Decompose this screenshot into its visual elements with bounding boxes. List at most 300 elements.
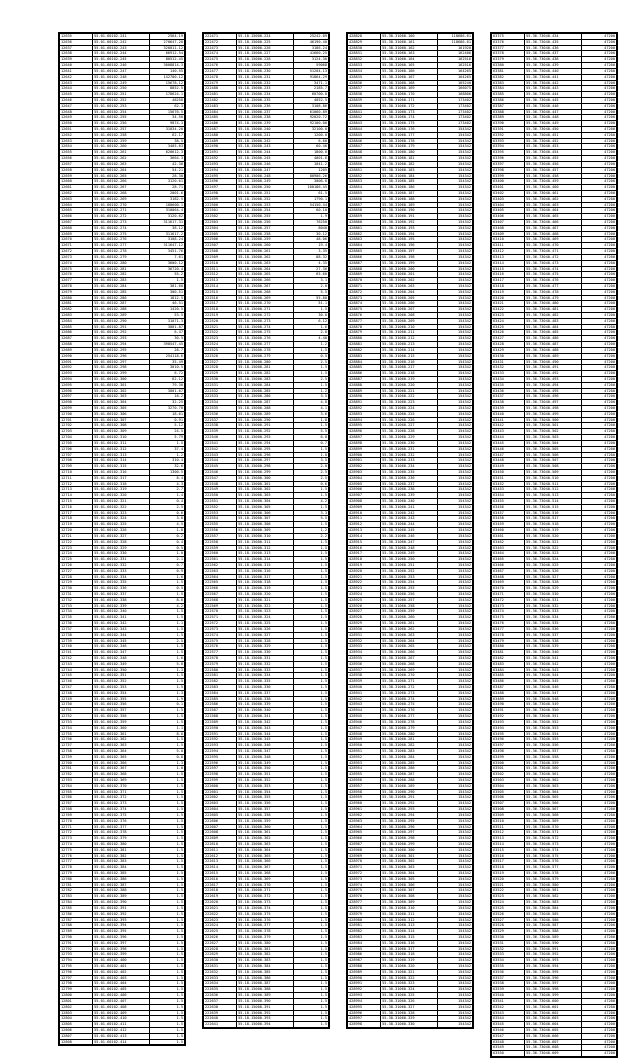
row-value: 1.5 (293, 824, 328, 830)
row-value: 154342 (437, 464, 472, 470)
row-id: 222597 (204, 766, 237, 772)
row-code: 55.01.60102.333 (93, 568, 149, 574)
row-value: 1.5 (149, 917, 184, 923)
row-id: 222506 (204, 237, 237, 243)
row-value: 6.12 (293, 318, 328, 324)
row-value: 1.5 (293, 1022, 328, 1028)
row-code: 55.01.60102.316 (93, 469, 149, 475)
row-value: 47200 (581, 394, 616, 400)
row-code: 55.38.31060.184 (381, 173, 437, 179)
row-id: 222629 (204, 952, 237, 958)
row-value: 1.5 (293, 708, 328, 714)
row-id: 222475 (204, 57, 237, 63)
row-id: 12708 (60, 458, 93, 464)
row-id: 222498 (204, 190, 237, 196)
row-id: 428895 (348, 423, 381, 429)
row-code: 55.18.15000.301 (237, 481, 293, 487)
row-code: 55.36.73040.505 (525, 446, 581, 452)
row-code: 55.38.31060.209 (381, 318, 437, 324)
row-value: 154342 (437, 964, 472, 970)
row-id: 12725 (60, 557, 93, 563)
row-id: 12714 (60, 493, 93, 499)
row-code: 55.38.31060.222 (381, 394, 437, 400)
row-code: 55.18.15000.335 (237, 679, 293, 685)
row-code: 55.01.60102.355 (93, 696, 149, 702)
row-code: 55.01.60102.319 (93, 487, 149, 493)
row-id: 12792 (60, 946, 93, 952)
row-id: 222508 (204, 249, 237, 255)
row-value: 1300.5 (149, 469, 184, 475)
row-code: 55.01.60102.349 (93, 661, 149, 667)
row-value: 47200 (581, 638, 616, 644)
row-code: 55.38.31060.213 (381, 342, 437, 348)
row-code: 55.18.15000.239 (237, 121, 293, 127)
row-id: 63381 (492, 68, 525, 74)
row-id: 12698 (60, 400, 93, 406)
row-id: 222522 (204, 330, 237, 336)
row-code: 55.18.15000.270 (237, 301, 293, 307)
row-id: 428983 (348, 934, 381, 940)
row-id: 428935 (348, 655, 381, 661)
row-value: 59068 (293, 63, 328, 69)
row-value: 1.5 (149, 1010, 184, 1016)
row-id: 428997 (348, 1016, 381, 1022)
row-id: 428980 (348, 917, 381, 923)
row-value: 47200 (581, 406, 616, 412)
row-id: 428889 (348, 388, 381, 394)
row-id: 222638 (204, 1004, 237, 1010)
row-value: 1.3 (149, 667, 184, 673)
row-id: 12756 (60, 737, 93, 743)
row-id: 12762 (60, 772, 93, 778)
row-id: 63390 (492, 121, 525, 127)
row-value: 47200 (581, 307, 616, 313)
data-table (491, 33, 617, 1057)
table-body (204, 34, 329, 1028)
row-id: 222521 (204, 324, 237, 330)
row-code: 55.38.31060.268 (381, 661, 437, 667)
row-value: 47200 (581, 737, 616, 743)
row-code: 55.38.31060.168 (381, 80, 437, 86)
row-code: 55.01.60102.264 (93, 167, 149, 173)
row-value: 1.5 (293, 592, 328, 598)
row-value: 1.5 (293, 638, 328, 644)
row-value: 47200 (581, 51, 616, 57)
row-value: 47200 (581, 661, 616, 667)
row-code: 55.01.60102.282 (93, 272, 149, 278)
row-value: 47200 (581, 574, 616, 580)
row-code: 55.36.73040.471 (525, 249, 581, 255)
row-value: 154342 (437, 435, 472, 441)
row-id: 222606 (204, 818, 237, 824)
row-value: 1.5 (293, 993, 328, 999)
row-code: 55.18.15000.392 (237, 1010, 293, 1016)
row-code: 55.38.31060.247 (381, 539, 437, 545)
row-value: 154342 (437, 783, 472, 789)
row-id: 63431 (492, 359, 525, 365)
row-value: 1.5 (293, 975, 328, 981)
row-code: 55.36.73040.499 (525, 411, 581, 417)
row-value: 1.5 (149, 871, 184, 877)
row-value: 1.5 (293, 545, 328, 551)
row-id: 222607 (204, 824, 237, 830)
row-value: 62.12 (149, 376, 184, 382)
row-value: 47200 (581, 528, 616, 534)
row-id: 63509 (492, 812, 525, 818)
row-id: 428937 (348, 667, 381, 673)
row-value: 65.60 (293, 272, 328, 278)
row-value: 1.5 (149, 708, 184, 714)
row-code: 55.38.31060.246 (381, 533, 437, 539)
row-value: 154342 (437, 1022, 472, 1028)
row-value: 154342 (437, 528, 472, 534)
row-code: 55.18.15000.249 (237, 179, 293, 185)
row-id: 222566 (204, 586, 237, 592)
row-id: 428954 (348, 766, 381, 772)
row-code: 55.38.31060.161 (381, 39, 437, 45)
row-code: 55.18.15000.367 (237, 865, 293, 871)
row-id: 12757 (60, 743, 93, 749)
row-code: 55.18.15000.324 (237, 615, 293, 621)
row-value: 4.1 (293, 406, 328, 412)
row-value: 47200 (581, 481, 616, 487)
row-id: 12645 (60, 92, 93, 98)
row-id: 428836 (348, 80, 381, 86)
row-code: 55.18.15000.384 (237, 964, 293, 970)
row-code: 55.36.73040.524 (525, 557, 581, 563)
row-id: 428926 (348, 603, 381, 609)
row-value: 154342 (437, 574, 472, 580)
row-id: 12786 (60, 911, 93, 917)
row-value: 47200 (581, 185, 616, 191)
row-value: 173402 (437, 109, 472, 115)
row-value: 47200 (581, 778, 616, 784)
row-code: 55.01.60102.318 (93, 481, 149, 487)
row-code: 55.01.60102.353 (93, 685, 149, 691)
row-code: 55.01.60102.306 (93, 411, 149, 417)
row-value: 1.5 (293, 446, 328, 452)
row-code: 55.36.73040.498 (525, 406, 581, 412)
row-id: 222479 (204, 80, 237, 86)
row-code: 55.18.15000.260 (237, 243, 293, 249)
row-id: 12654 (60, 144, 93, 150)
row-value: 47200 (581, 830, 616, 836)
row-code: 55.18.15000.381 (237, 946, 293, 952)
row-id: 63409 (492, 231, 525, 237)
row-value: 47200 (581, 132, 616, 138)
row-id: 428943 (348, 702, 381, 708)
row-code: 55.01.60102.258 (93, 132, 149, 138)
row-id: 12666 (60, 214, 93, 220)
row-code: 55.38.31060.289 (381, 783, 437, 789)
row-code: 55.18.15000.312 (237, 545, 293, 551)
row-value: 142700.12 (149, 74, 184, 80)
row-id: 12790 (60, 934, 93, 940)
row-value: 61060.89 (293, 109, 328, 115)
row-code: 55.18.15000.302 (237, 487, 293, 493)
row-code: 55.18.15000.310 (237, 533, 293, 539)
row-value: 173402 (437, 97, 472, 103)
row-value: 154342 (437, 266, 472, 272)
row-code: 55.36.73040.608 (525, 1045, 581, 1051)
row-value: 1.5 (149, 905, 184, 911)
row-code: 55.01.60102.385 (93, 871, 149, 877)
row-id: 12721 (60, 533, 93, 539)
row-code: 55.18.15000.375 (237, 911, 293, 917)
row-id: 63401 (492, 185, 525, 191)
row-id: 63432 (492, 365, 525, 371)
row-value: 8.4 (149, 475, 184, 481)
row-value: 4.35 (293, 260, 328, 266)
row-code: 55.18.15000.224 (237, 34, 293, 40)
row-id: 12672 (60, 249, 93, 255)
row-code: 55.36.73040.567 (525, 807, 581, 813)
row-code: 55.36.73040.483 (525, 318, 581, 324)
row-value: 2.2 (293, 533, 328, 539)
row-value: 47200 (581, 138, 616, 144)
row-code: 55.01.60102.292 (93, 330, 149, 336)
row-value: 4.2 (149, 603, 184, 609)
row-value: 1.5 (293, 493, 328, 499)
row-value: 4.2 (293, 499, 328, 505)
row-value: 3.6 (293, 411, 328, 417)
row-code: 55.36.73040.595 (525, 969, 581, 975)
row-id: 428831 (348, 51, 381, 57)
row-code: 55.36.73040.437 (525, 51, 581, 57)
row-code: 55.36.73040.462 (525, 196, 581, 202)
row-code: 55.38.31060.330 (381, 1022, 437, 1028)
row-code: 55.18.15000.323 (237, 609, 293, 615)
row-code: 55.18.15000.314 (237, 557, 293, 563)
row-value: 47200 (581, 115, 616, 121)
row-value: 1.5 (293, 853, 328, 859)
row-code: 55.01.60102.382 (93, 853, 149, 859)
row-value: 154342 (437, 516, 472, 522)
row-value: 3270.70 (149, 406, 184, 412)
row-code: 55.18.15000.378 (237, 929, 293, 935)
row-code: 55.36.73040.460 (525, 185, 581, 191)
row-id: 63455 (492, 499, 525, 505)
row-id: 63386 (492, 97, 525, 103)
row-code: 55.36.73040.601 (525, 1004, 581, 1010)
row-code: 55.38.31060.188 (381, 196, 437, 202)
row-code: 55.18.15000.251 (237, 190, 293, 196)
row-code: 55.01.60102.307 (93, 417, 149, 423)
row-id: 63498 (492, 748, 525, 754)
row-code: 55.18.15000.317 (237, 574, 293, 580)
row-code: 55.36.73040.502 (525, 429, 581, 435)
row-value: 3182.5 (149, 196, 184, 202)
row-id: 63403 (492, 196, 525, 202)
row-id: 428861 (348, 225, 381, 231)
row-code: 55.38.31060.226 (381, 417, 437, 423)
row-code: 55.18.15000.238 (237, 115, 293, 121)
row-code: 55.18.15000.264 (237, 266, 293, 272)
row-value: 1.5 (149, 807, 184, 813)
row-code: 55.18.15000.345 (237, 737, 293, 743)
row-id: 12800 (60, 993, 93, 999)
row-code: 55.38.31060.284 (381, 754, 437, 760)
row-code: 55.36.73040.504 (525, 440, 581, 446)
row-id: 63490 (492, 702, 525, 708)
row-value: 5.5 (293, 429, 328, 435)
table-row (348, 1022, 473, 1028)
row-value: 1.5 (293, 911, 328, 917)
row-code: 55.36.73040.447 (525, 109, 581, 115)
row-code: 55.01.60102.375 (93, 812, 149, 818)
row-value: 1.9 (293, 214, 328, 220)
row-code: 55.01.60102.320 (93, 493, 149, 499)
row-value: 3.35 (293, 249, 328, 255)
row-code: 55.38.31060.231 (381, 446, 437, 452)
row-code: 55.36.73040.496 (525, 394, 581, 400)
row-value: 1.5 (149, 929, 184, 935)
row-value: 1.5 (149, 900, 184, 906)
row-code: 55.38.31060.326 (381, 998, 437, 1004)
row-value: 1.2 (293, 342, 328, 348)
row-code: 55.01.60102.405 (93, 987, 149, 993)
row-code: 55.36.73040.469 (525, 237, 581, 243)
row-code: 55.18.15000.253 (237, 202, 293, 208)
row-id: 428853 (348, 179, 381, 185)
row-id: 12661 (60, 185, 93, 191)
row-value: 154342 (437, 179, 472, 185)
row-value: 1.3 (149, 690, 184, 696)
row-id: 428844 (348, 127, 381, 133)
row-id: 222489 (204, 138, 237, 144)
row-value: 1.5 (293, 667, 328, 673)
row-code: 55.01.60102.273 (93, 220, 149, 226)
row-code: 55.18.15000.263 (237, 260, 293, 266)
row-id: 63492 (492, 714, 525, 720)
row-id: 222552 (204, 504, 237, 510)
row-id: 63521 (492, 882, 525, 888)
row-code: 55.18.15000.256 (237, 220, 293, 226)
row-value: 46.51 (149, 301, 184, 307)
row-id: 63515 (492, 847, 525, 853)
row-value: 32.6 (149, 464, 184, 470)
row-id: 222478 (204, 74, 237, 80)
row-id: 12780 (60, 876, 93, 882)
row-id: 63464 (492, 551, 525, 557)
row-code: 55.36.73040.503 (525, 435, 581, 441)
row-code: 55.38.31060.260 (381, 615, 437, 621)
row-id: 63457 (492, 510, 525, 516)
row-value: 47200 (581, 301, 616, 307)
row-id: 63385 (492, 92, 525, 98)
row-code: 55.36.73040.563 (525, 783, 581, 789)
row-code: 55.36.73040.573 (525, 841, 581, 847)
row-code: 55.01.60102.371 (93, 789, 149, 795)
row-id: 63487 (492, 685, 525, 691)
row-value: 1.5 (293, 731, 328, 737)
row-value: 47200 (581, 313, 616, 319)
row-id: 222532 (204, 388, 237, 394)
row-code: 55.18.15000.285 (237, 388, 293, 394)
row-id: 12733 (60, 603, 93, 609)
row-code: 55.38.31060.304 (381, 871, 437, 877)
row-value: 154342 (437, 876, 472, 882)
row-id: 63419 (492, 289, 525, 295)
row-id: 428915 (348, 539, 381, 545)
row-code: 55.38.31060.189 (381, 202, 437, 208)
table-block-3 (346, 32, 474, 1029)
row-code: 55.36.73040.572 (525, 836, 581, 842)
row-value: 1.5 (293, 423, 328, 429)
row-code: 55.01.60102.297 (93, 359, 149, 365)
row-value: 80986.26 (293, 173, 328, 179)
row-code: 55.18.15000.328 (237, 638, 293, 644)
row-id: 428888 (348, 382, 381, 388)
row-id: 222502 (204, 214, 237, 220)
row-code: 55.01.60102.315 (93, 464, 149, 470)
row-value: 154342 (437, 132, 472, 138)
row-id: 222486 (204, 121, 237, 127)
row-id: 222512 (204, 272, 237, 278)
row-value: 2564.19 (149, 34, 184, 40)
row-code: 55.38.31060.277 (381, 714, 437, 720)
row-value: 3451.76 (149, 249, 184, 255)
row-id: 12744 (60, 667, 93, 673)
row-id: 428854 (348, 185, 381, 191)
row-id: 222569 (204, 603, 237, 609)
row-value: 1.5 (149, 714, 184, 720)
row-code: 55.01.60102.260 (93, 144, 149, 150)
row-code: 55.18.15000.281 (237, 365, 293, 371)
row-value: 154342 (437, 952, 472, 958)
row-id: 222499 (204, 196, 237, 202)
row-code: 55.01.60102.366 (93, 760, 149, 766)
row-value: 1041.2 (293, 161, 328, 167)
row-value: 1.5 (293, 696, 328, 702)
row-code: 55.01.60102.309 (93, 429, 149, 435)
row-id: 63542 (492, 1004, 525, 1010)
row-id: 12670 (60, 237, 93, 243)
row-code: 55.36.73040.488 (525, 347, 581, 353)
row-id: 222572 (204, 621, 237, 627)
row-code: 55.36.73040.534 (525, 615, 581, 621)
row-code: 55.36.73040.543 (525, 667, 581, 673)
row-code: 55.18.15000.225 (237, 39, 293, 45)
row-code: 55.38.31060.261 (381, 621, 437, 627)
row-code: 55.01.60102.408 (93, 1004, 149, 1010)
row-value: 79.30 (149, 382, 184, 388)
row-code: 55.18.15000.250 (237, 185, 293, 191)
row-id: 63399 (492, 173, 525, 179)
row-id: 428986 (348, 952, 381, 958)
row-id: 12755 (60, 731, 93, 737)
row-code: 55.01.60102.256 (93, 121, 149, 127)
row-id: 428877 (348, 318, 381, 324)
row-value: 1.5 (293, 876, 328, 882)
row-code: 55.38.31060.207 (381, 307, 437, 313)
row-id: 428946 (348, 719, 381, 725)
row-code: 55.38.31060.240 (381, 499, 437, 505)
row-code: 55.01.60102.322 (93, 504, 149, 510)
row-value: 1.5 (293, 940, 328, 946)
row-code: 55.01.60102.367 (93, 766, 149, 772)
row-value: 1.5 (293, 888, 328, 894)
row-id: 428919 (348, 562, 381, 568)
row-id: 222563 (204, 568, 237, 574)
row-id: 63465 (492, 557, 525, 563)
row-code: 55.36.73040.476 (525, 278, 581, 284)
row-code: 55.36.73040.530 (525, 592, 581, 598)
row-code: 55.01.60102.268 (93, 190, 149, 196)
row-value: 154342 (437, 231, 472, 237)
row-id: 428873 (348, 295, 381, 301)
row-code: 55.01.60102.303 (93, 394, 149, 400)
